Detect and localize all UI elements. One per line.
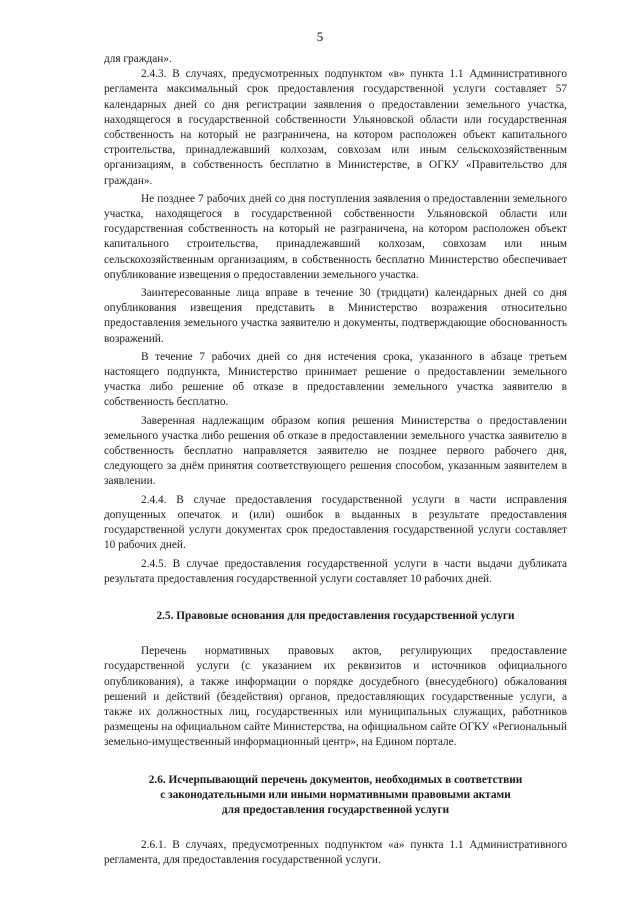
paragraph-decision-copy: Заверенная надлежащим образом копия решения Министерства о предоставлении земельного участка либо решения об отказе в предоставлении земельного участка заявителю в собственность бесплатно направляется заявителю не позднее первого рабочего дня, следующего за днём принятия соответствующего решения способом, указанным заявителем в заявлении. bbox=[104, 414, 567, 488]
section-heading-2-6-line: для предоставления государственной услуги bbox=[221, 803, 450, 816]
paragraph-publication-notice: Не позднее 7 рабочих дней со дня поступления заявления о предоставлении земельного участка, находящегося в государственной собственности Ульяновской области или государственная собственность на который не разграничена, на котором расположен объект капитального строительства, принадлежавший колхозам, совхозам или иным сельскохозяйственным организациям, в собственность бесплатно Министерство обеспечивает опубликование извещения о предоставлении земельного участка. bbox=[104, 192, 567, 281]
section-heading-2-6-line: с законодательными или иными нормативными правовыми актами bbox=[160, 788, 511, 801]
paragraph-2-4-3: 2.4.3. В случаях, предусмотренных подпунктом «в» пункта 1.1 Административного регламента максимальный срок предоставления государственной услуги составляет 57 календарных дней со дня регистрации заявления о предоставлении земельного участка, находящегося в государственной собственности Ульяновской области или государственная собственность на который не разграничена, на котором расположен объект капитального строительства, принадлежавший колхозам, совхозам или иным сельскохозяйственным организациям, в собственность бесплатно в Министерстве, в ОГКУ «Правительство для граждан». bbox=[104, 68, 567, 187]
paragraph-objections: Заинтересованные лица вправе в течение 30 (тридцати) календарных дней со дня опубликования извещения представить в Министерство возражения относительно предоставления земельного участка заявителю и документы, подтверждающие обоснованность возражений. bbox=[104, 287, 567, 345]
section-heading-2-5: 2.5. Правовые основания для предоставления государственной услуги bbox=[156, 609, 515, 622]
paragraph-2-4-5: 2.4.5. В случае предоставления государственной услуги в части выдачи дубликата результата предоставления государственной услуги составляет 10 рабочих дней. bbox=[104, 557, 567, 585]
paragraph-continuation: для граждан». bbox=[104, 53, 172, 65]
paragraph-2-5: Перечень нормативных правовых актов, регулирующих предоставление государственной услуги (с указанием их реквизитов и источников официального опубликования), а также информации о порядке досудебного (внесудебного) обжалования решений и действий (бездействия) органов, предоставляющих государственные услуги, а также их должностных лиц, государственных или муниципальных служащих, работников размещены на официальном сайте Министерства, на официальном сайте ОГКУ «Региональный земельно-имущественный информационный центр», на Едином портале. bbox=[104, 645, 567, 749]
section-heading-2-6 bbox=[104, 773, 567, 819]
page-number: 5 bbox=[316, 29, 324, 44]
paragraph-2-6-1: 2.6.1. В случаях, предусмотренных подпунктом «а» пункта 1.1 Административного регламента, для предоставления государственной услуги. bbox=[104, 839, 567, 867]
paragraph-decision: В течение 7 рабочих дней со дня истечения срока, указанного в абзаце третьем настоящего подпункта, Министерство принимает решение о предоставлении земельного участка либо решение об отказе в предоставлении земельного участка заявителю в собственность бесплатно. bbox=[104, 350, 567, 409]
document-body bbox=[104, 52, 567, 869]
section-heading-2-6-line: 2.6. Исчерпывающий перечень документов, необходимых в соответствии bbox=[148, 773, 523, 786]
paragraph-2-4-4: 2.4.4. В случае предоставления государственной услуги в части исправления допущенных опечаток и (или) ошибок в выданных в результате предоставления государственной услуги документах срок предоставления государственной услуги составляет 10 рабочих дней. bbox=[104, 493, 567, 552]
